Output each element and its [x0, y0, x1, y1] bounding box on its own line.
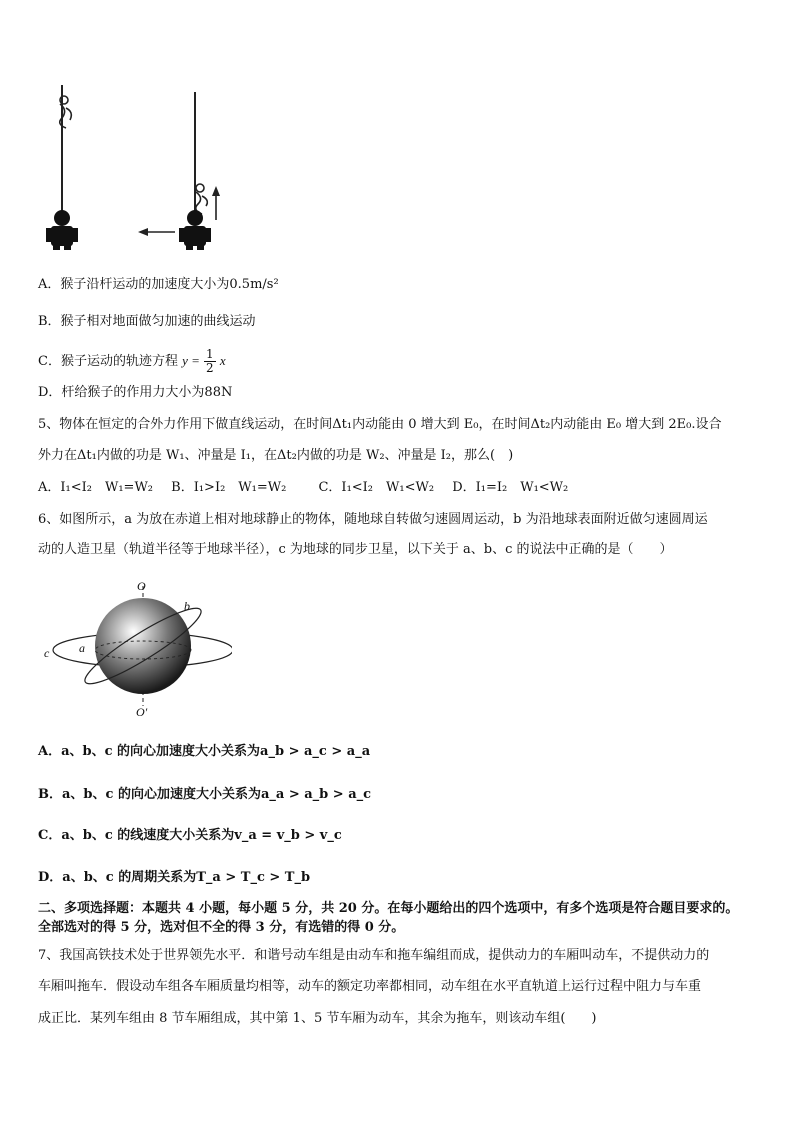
q5-stem-line2: 外力在Δt₁内做的功是 W₁、冲量是 I₁，在Δt₂内做的功是 W₂、冲量是 I₂，那么( ): [38, 448, 514, 463]
fraction-numerator: 1: [206, 347, 214, 361]
earth: [95, 598, 191, 694]
q5-option-d: D．I₁=I₂ W₁<W₂: [452, 480, 569, 495]
q4-option-b: B．猴子相对地面做匀加速的曲线运动: [38, 314, 256, 329]
person-icon: [179, 210, 211, 250]
q6-option-a: A．a、b、c 的向心加速度大小关系为a_b > a_c > a_a: [38, 744, 371, 759]
section2-header-line2: 全部选对的得 5 分，选对但不全的得 3 分，有选错的得 0 分。: [38, 920, 405, 935]
label-b: b: [184, 599, 190, 613]
section2-header-line1: 二、多项选择题：本题共 4 小题，每小题 5 分，共 20 分。在每小题给出的四个选项中，有多个选项是符合题目要求的。: [38, 901, 739, 916]
q5-option-c: C．I₁<I₂ W₁<W₂: [318, 480, 435, 495]
label-o-prime: O′: [136, 705, 148, 719]
monkey-icon: [196, 184, 208, 214]
q7-stem-line1: 7、我国高铁技术处于世界领先水平．和谐号动车组是由动车和拖车编组而成，提供动力的车厢叫动车，不提供动力的: [38, 948, 710, 963]
q6-stem-line1: 6、如图所示，a 为放在赤道上相对地球静止的物体，随地球自转做匀速圆周运动，b 为沿地球表面附近做匀速圆周运: [38, 512, 708, 527]
arrow-up-icon: [212, 186, 220, 220]
person-icon: [46, 210, 78, 250]
q4-option-a: A．猴子沿杆运动的加速度大小为0.5m/s²: [38, 277, 279, 292]
earth-orbit-figure: [36, 574, 232, 724]
label-a: a: [79, 641, 85, 655]
q5-options: [38, 479, 568, 497]
monkey-pole-figure: [40, 80, 240, 255]
fraction: [204, 348, 216, 375]
q7-stem-line2: 车厢叫拖车．假设动车组各车厢质量均相等，动车的额定功率都相同，动车组在水平直轨道上运行过程中阻力与车重: [38, 979, 702, 994]
q4-option-c-text: C．猴子运动的轨迹方程: [38, 354, 178, 369]
label-c: c: [44, 646, 50, 660]
q5-option-a: A．I₁<I₂ W₁=W₂: [38, 480, 154, 495]
arrow-left-icon: [138, 228, 175, 236]
q5-stem-line1: 5、物体在恒定的合外力作用下做直线运动，在时间Δt₁内动能由 0 增大到 E₀，在时间Δt₂内动能由 E₀ 增大到 2E₀.设合: [38, 417, 722, 432]
q6-option-d: D．a、b、c 的周期关系为T_a > T_c > T_b: [38, 870, 311, 885]
q6-option-b: B．a、b、c 的向心加速度大小关系为a_a > a_b > a_c: [38, 787, 372, 802]
q7-stem-line3: 成正比．某列车组由 8 节车厢组成，其中第 1、5 节车厢为动车，其余为拖车，则该动车组( ): [38, 1011, 597, 1026]
q6-option-c: C．a、b、c 的线速度大小关系为v_a = v_b > v_c: [38, 828, 342, 843]
fraction-denominator: 2: [206, 361, 214, 375]
q4-option-c: [38, 346, 226, 378]
q4-option-d: D．杆给猴子的作用力大小为88N: [38, 385, 233, 400]
label-o: O: [137, 579, 146, 593]
q6-stem-line2: 动的人造卫星（轨道半径等于地球半径），c 为地球的同步卫星，以下关于 a、b、c 的说法中正确的是（ ）: [38, 542, 673, 557]
equation-rhs: x: [219, 353, 226, 368]
equation-lhs: y =: [182, 353, 200, 368]
q5-option-b: B．I₁>I₂ W₁=W₂: [171, 480, 287, 495]
